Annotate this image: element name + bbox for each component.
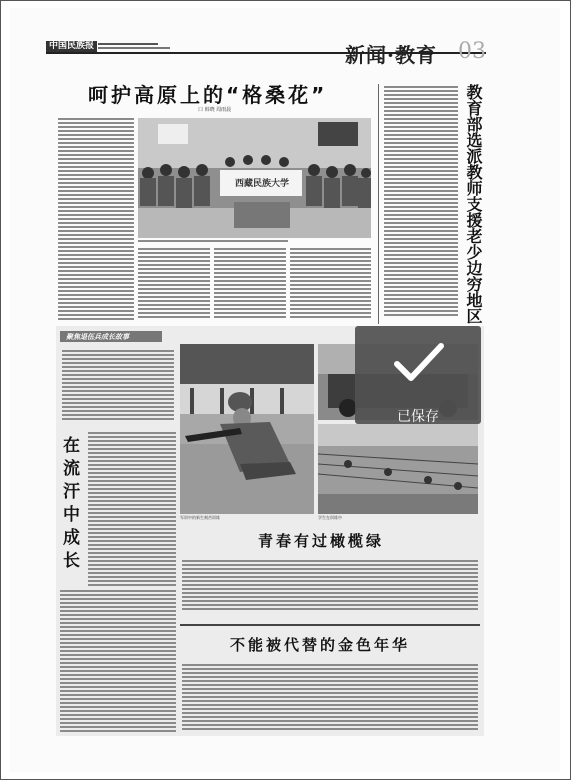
main-article-column-1 — [58, 118, 134, 323]
feature-column-1 — [88, 432, 176, 588]
page-number: 03 — [458, 39, 486, 64]
section-title: 新闻·教育 — [345, 43, 437, 67]
sub-article-2-title: 不能被代替的金色年华 — [230, 636, 411, 654]
main-article-byline: 口 韩晓 周雨晨 — [198, 107, 232, 113]
field-training-photo — [318, 424, 478, 514]
sub-article-2-text — [182, 664, 478, 734]
feature-vertical-title: 在流汗中成长 — [59, 436, 79, 574]
sidebar-divider — [378, 84, 379, 324]
saved-toast — [355, 326, 481, 424]
main-article-title: 呵护高原上的“格桑花” — [88, 83, 328, 107]
saved-label: 已保存 — [397, 409, 439, 425]
checkmark-icon — [393, 340, 445, 384]
main-photo-caption — [138, 240, 371, 245]
sidebar-text — [384, 86, 458, 322]
paper-logo: 中国民族报 — [46, 41, 97, 52]
soldier-photo-caption: 军训中的新生刻苦训练 — [180, 515, 220, 520]
main-article-column-4 — [290, 248, 371, 322]
sub-article-1-title: 青春有过橄榄绿 — [258, 532, 385, 550]
main-article-column-2 — [138, 248, 210, 322]
feature-banner-text: 聚焦退伍兵成长故事 — [66, 332, 129, 341]
sub-article-divider — [180, 624, 480, 626]
sidebar-vertical-title: 教育部选派教师支援老少边穷地区 — [464, 84, 483, 324]
sub-article-1-text — [182, 560, 478, 612]
right-photo-caption: 学生在训练中 — [318, 515, 342, 520]
main-article-column-3 — [214, 248, 286, 322]
photo-banner-text: 西藏民族大学 — [234, 179, 289, 189]
main-article-photo — [138, 118, 371, 238]
soldier-photo — [180, 344, 314, 514]
feature-intro-text — [62, 350, 174, 424]
feature-column-2 — [60, 590, 176, 734]
feature-banner — [60, 331, 162, 342]
masthead-date-line — [98, 43, 178, 51]
